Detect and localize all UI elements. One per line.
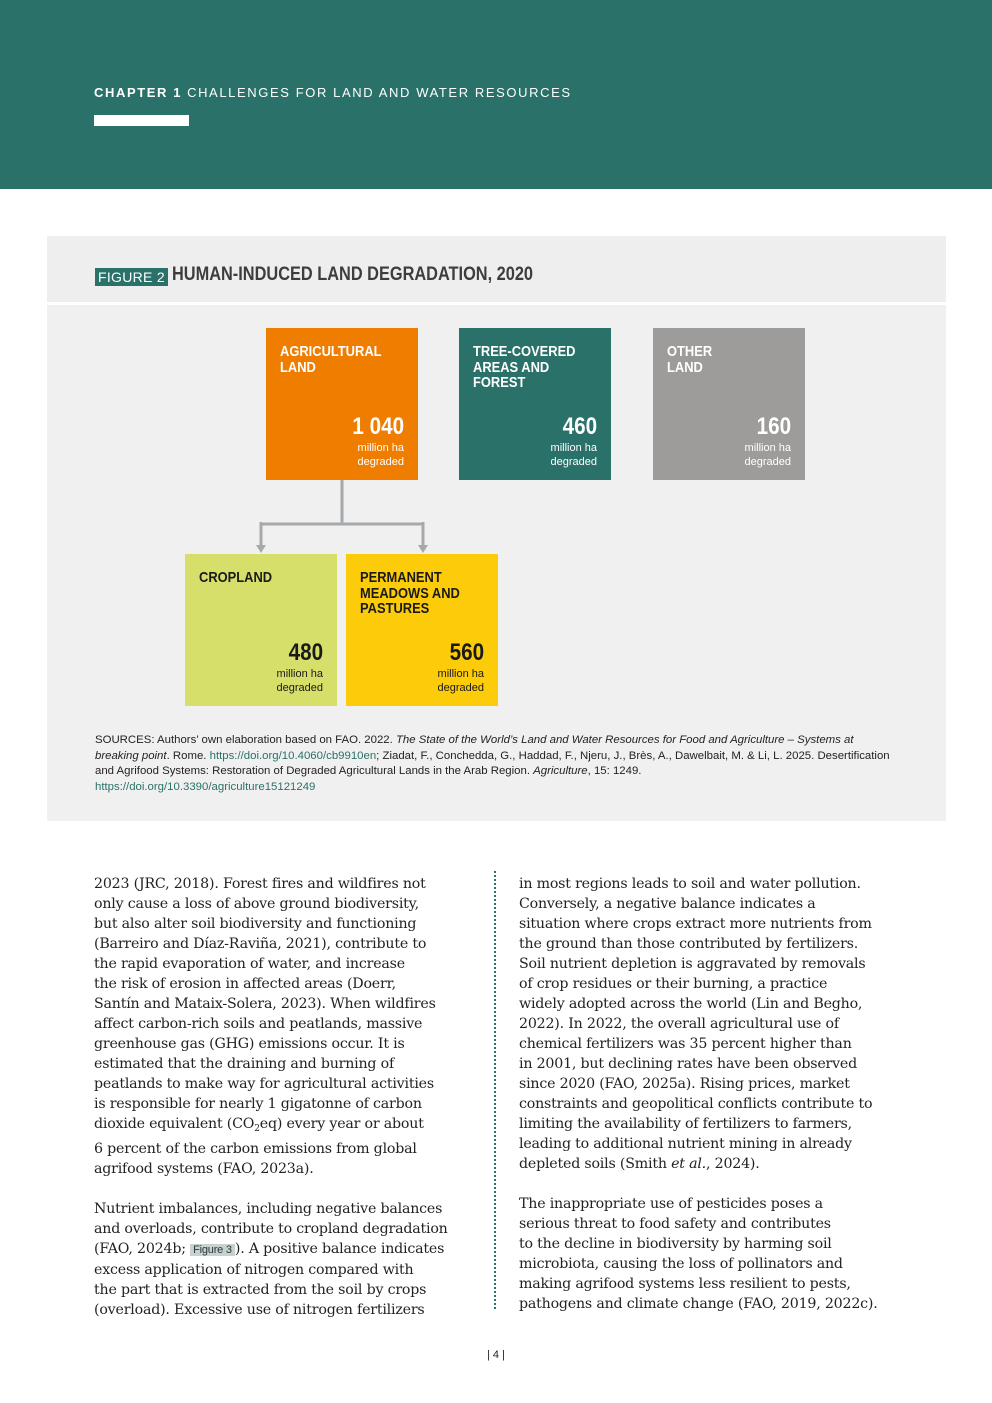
source-link-fao[interactable]: https://doi.org/10.4060/cb9910en — [209, 749, 377, 762]
tree-covered-box — [459, 328, 611, 480]
figure-panel — [47, 236, 946, 821]
column-divider — [494, 871, 496, 1309]
figure-title: HUMAN-INDUCED LAND DEGRADATION, 2020 — [172, 264, 534, 285]
arrowhead-cropland — [256, 545, 266, 553]
other-land-label: OTHER LAND — [667, 343, 713, 376]
tree-covered-unit: million ha degraded — [550, 442, 597, 468]
cropland-label: CROPLAND — [199, 569, 273, 586]
tree-covered-label: TREE-COVERED AREAS AND FOREST — [473, 343, 576, 391]
other-land-unit: million ha degraded — [744, 442, 791, 468]
left-paragraph-1: 2023 (JRC, 2018). Forest fires and wildfires not only cause a loss of above ground biodiversity, but also alter soil biodiversity and functioning (Barreiro and Díaz-Raviña, 2021), contribute to the rapid evaporation of water, and increase the risk of erosion in affected areas (Doerr, Santín and Mataix-Solera, 2023). When wildfires affect carbon-rich soils and peatlands, massive greenhouse gas (GHG) emissions occur. It is estimated that the draining and burning of peatlands to make way for agricultural activities is responsible for nearly 1 gigatonne of carbon dioxide equivalent $(CO_2eq)$ every year or about 6 percent of the carbon emissions from global agrifood systems (FAO, 2023a). — [94, 876, 436, 1177]
cropland-unit: million ha degraded — [276, 668, 323, 694]
figure-sources: SOURCES: Authors’ own elaboration based on FAO. 2022. The State of the World’s Land and Water Resources for Food and Agriculture – Systems at breaking point. Rome. https://doi.org/10.4060/cb9910en; Ziadat, F., Conchedda, G., Haddad, F., Njeru, J., Brès, A., Dawelbait, M. & Li, L. 2025. Desertification and Agrifood Systems: Restoration of Degraded Agricultural Lands in the Arab Region. Agriculture, 15: 1249. https://doi.org/10.3390/agriculture15121249 — [95, 734, 890, 793]
agricultural-land-value: 1 040 — [352, 413, 404, 440]
left-text-column — [94, 874, 448, 1320]
page-number: | 4 | — [487, 1349, 505, 1361]
chapter-label: CHAPTER 1 — [94, 85, 183, 100]
agricultural-land-label: AGRICULTURAL LAND — [280, 343, 382, 376]
chapter-title: CHALLENGES FOR LAND AND WATER RESOURCES — [187, 85, 572, 100]
right-paragraph-1: in most regions leads to soil and water pollution. Conversely, a negative balance indicates a situation where crops extract more nutrients from the ground than those contributed by fertilizers. Soil nutrient depletion is aggravated by removals of crop residues or their burning, a practice widely adopted across the world (Lin and Begho, 2022). In 2022, the overall agricultural use of chemical fertilizers was 35 percent higher than in 2001, but declining rates have been observed since 2020 (FAO, 2025a). Rising prices, market constraints and geopolitical conflicts contribute to limiting the availability of fertilizers to farmers, leading to additional nutrient mining in already depleted soils (Smith et al., 2024). — [519, 876, 873, 1172]
source-link-agriculture[interactable]: https://doi.org/10.3390/agriculture15121249 — [95, 780, 316, 793]
cropland-box — [185, 554, 337, 706]
meadows-pastures-box — [346, 554, 498, 706]
figure-3-reference-link[interactable]: Figure 3 — [190, 1244, 235, 1256]
chapter-banner — [0, 0, 992, 189]
meadows-pastures-label: PERMANENT MEADOWS AND PASTURES — [360, 569, 460, 617]
meadows-pastures-value: 560 — [449, 639, 484, 666]
cropland-value: 480 — [288, 639, 323, 666]
figure-header — [47, 236, 946, 305]
chapter-heading — [94, 85, 572, 100]
agricultural-land-unit: million ha degraded — [357, 442, 404, 468]
left-paragraph-2: Nutrient imbalances, including negative balances and overloads, contribute to cropland degradation (FAO, 2024b; Figure 3 ). A positive balance indicates excess application of nitrogen compared with the part that is extracted from the soil by crops (overload). Excessive use of nitrogen fertilizers — [94, 1201, 448, 1318]
other-land-value: 160 — [756, 413, 791, 440]
chapter-underline-bar — [94, 115, 189, 126]
meadows-pastures-unit: million ha degraded — [437, 668, 484, 694]
right-paragraph-2: The inappropriate use of pesticides poses a serious threat to food safety and contributes to the decline in biodiversity by harming soil microbiota, causing the loss of pollinators and making agrifood systems less resilient to pests, pathogens and climate change (FAO, 2019, 2022c). — [519, 1196, 878, 1312]
figure-tag: FIGURE 2 — [95, 268, 168, 286]
other-land-box — [653, 328, 805, 480]
right-text-column — [519, 874, 878, 1314]
arrowhead-meadows — [418, 545, 428, 553]
agricultural-land-box — [266, 328, 418, 480]
tree-covered-value: 460 — [562, 413, 597, 440]
